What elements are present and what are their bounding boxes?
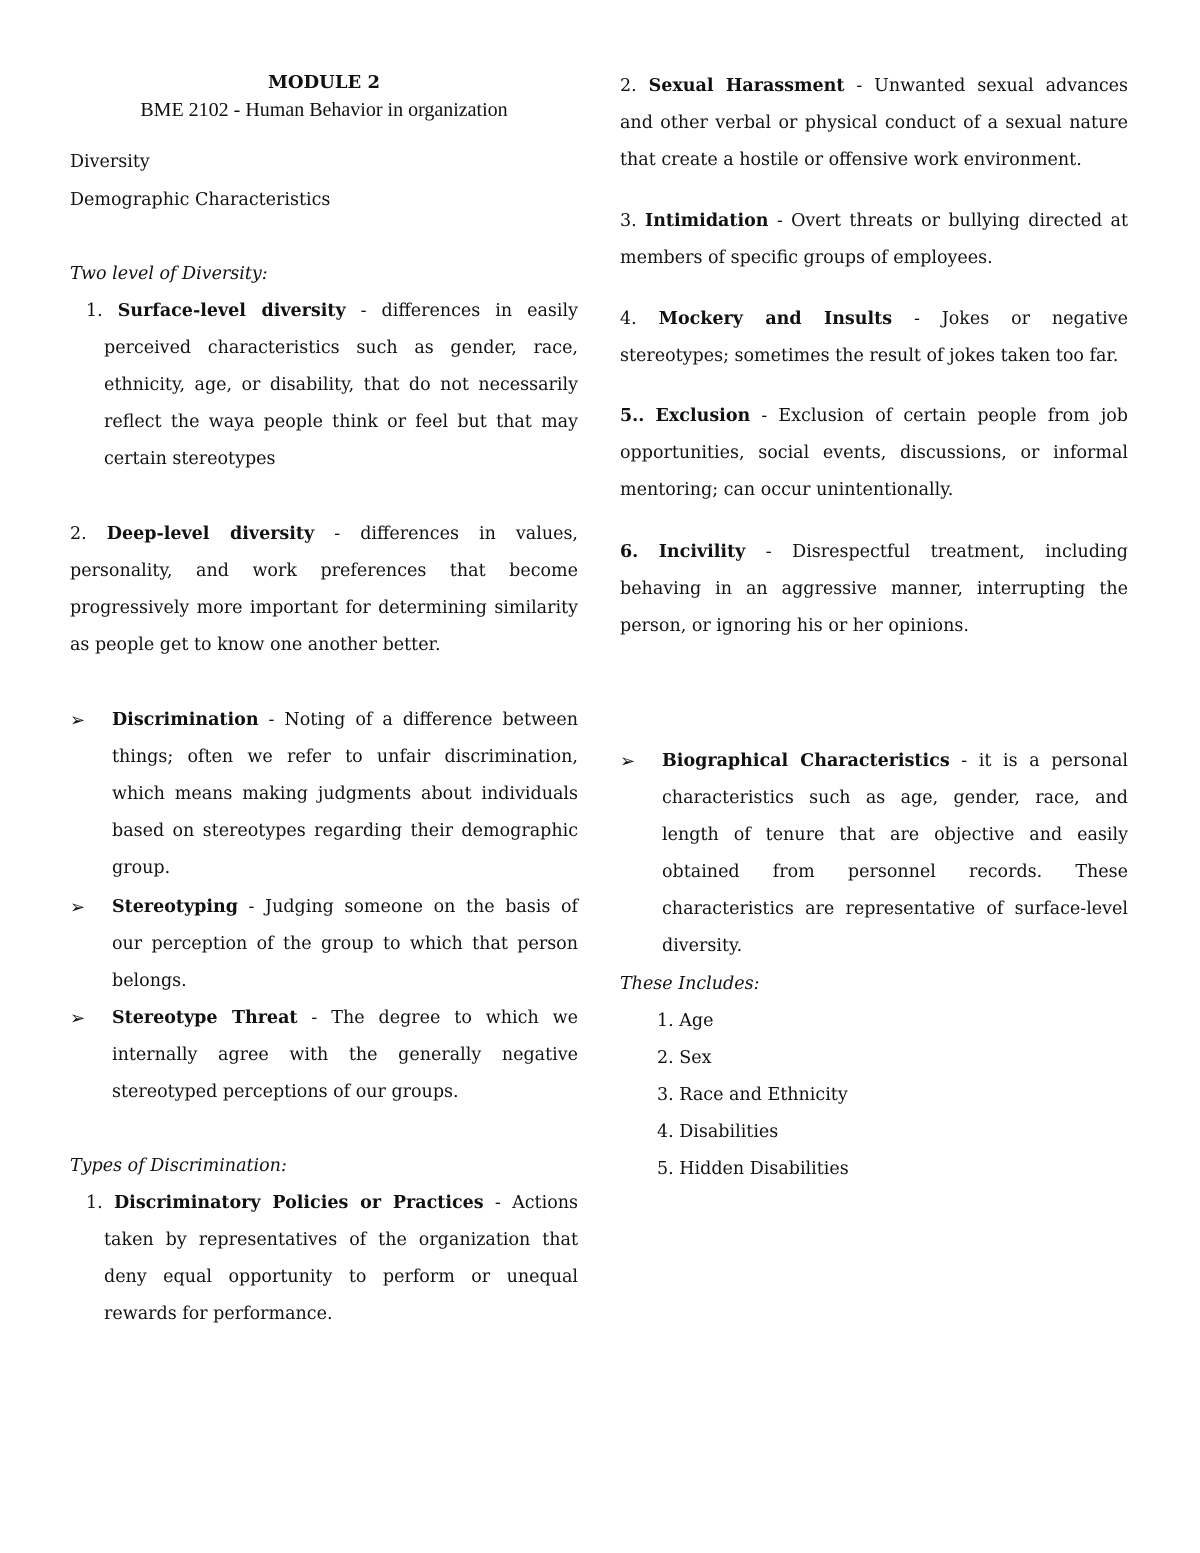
list-item: 2. Sex <box>657 1048 712 1068</box>
demographic-label: Demographic Characteristics <box>70 190 331 210</box>
stereotyping-term: Stereotyping <box>112 897 238 917</box>
module-title: MODULE 2 <box>267 72 381 93</box>
list-item: 5. Hidden Disabilities <box>657 1159 849 1179</box>
exclusion-def: - Exclusion of certain people from job opportunities, social events, discussions, or informal mentoring; can occur unintentionally. <box>620 406 1128 500</box>
policies-def: - Actions taken by representatives of the organization that deny equal opportunity to perform or unequal rewards for performance. <box>104 1193 578 1324</box>
policies-num: 1. <box>86 1193 103 1213</box>
harassment-term: Sexual Harassment <box>648 76 845 96</box>
surface-level-item <box>86 293 578 478</box>
includes-list <box>657 1003 849 1188</box>
deep-term: Deep-level diversity <box>106 524 315 544</box>
mockery-def: - Jokes or negative stereotypes; sometimes the result of jokes taken too far. <box>620 309 1128 366</box>
arrow-bullet-icon: ➢ <box>70 897 86 918</box>
stereotyping-def: - Judging someone on the basis of our perception of the group to which that person belongs. <box>112 897 578 991</box>
mockery-term: Mockery and Insults <box>658 309 893 329</box>
incivility-num: 6. <box>620 542 639 562</box>
list-item: 3. Race and Ethnicity <box>657 1085 848 1105</box>
stereotyping-item <box>70 889 578 1000</box>
mockery-num: 4. <box>620 309 637 329</box>
list-item: 4. Disabilities <box>657 1122 779 1142</box>
exclusion-num: 5.. <box>620 406 645 426</box>
two-level-heading: Two level of Diversity: <box>70 264 268 284</box>
stereotype-threat-term: Stereotype Threat <box>112 1008 298 1028</box>
exclusion-item <box>620 398 1128 509</box>
mockery-item <box>620 301 1128 375</box>
harassment-num: 2. <box>620 76 637 96</box>
stereotype-threat-item <box>70 1000 578 1111</box>
incivility-term: Incivility <box>658 542 746 562</box>
arrow-bullet-icon: ➢ <box>620 751 636 772</box>
incivility-def: - Disrespectful treatment, including behaving in an aggressive manner, interrupting the person, or ignoring his or her opinions. <box>620 542 1128 636</box>
intimidation-def: - Overt threats or bullying directed at members of specific groups of employees. <box>620 211 1128 268</box>
policies-term: Discriminatory Policies or Practices <box>114 1193 484 1213</box>
deep-def: - differences in values, personality, and work preferences that become progressively more important for determining similarity as people get to know one another better. <box>70 524 578 655</box>
discrimination-term: Discrimination <box>112 710 259 730</box>
exclusion-term: Exclusion <box>655 406 751 426</box>
harassment-item <box>620 68 1128 179</box>
arrow-bullet-icon: ➢ <box>70 1008 86 1029</box>
biographical-def: - it is a personal characteristics such as age, gender, race, and length of tenure that are objective and easily obtained from personnel records. These characteristics are representative of surface-level diversity. <box>662 751 1129 956</box>
arrow-bullet-icon: ➢ <box>70 710 86 731</box>
types-heading: Types of Discrimination: <box>70 1156 287 1176</box>
policies-item <box>86 1185 578 1333</box>
diversity-label: Diversity <box>70 152 150 172</box>
intimidation-item <box>620 203 1128 277</box>
biographical-term: Biographical Characteristics <box>662 751 950 771</box>
discrimination-def: - Noting of a difference between things; often we refer to unfair discrimination, which means making judgments about individuals based on stereotypes regarding their demographic group. <box>112 710 578 878</box>
course-title: BME 2102 - Human Behavior in organization <box>140 99 508 121</box>
stereotype-threat-def: - The degree to which we internally agree with the generally negative stereotyped perceptions of our groups. <box>112 1008 578 1102</box>
surface-term: Surface-level diversity <box>117 301 346 321</box>
deep-num: 2. <box>70 524 87 544</box>
surface-def: - differences in easily perceived characteristics such as gender, race, ethnicity, age, or disability, that do not necessarily reflect the waya people think or feel but that may certain stereotypes <box>104 301 578 469</box>
biographical-item <box>620 743 1128 965</box>
includes-heading: These Includes: <box>620 974 760 994</box>
list-item: 1. Age <box>657 1011 714 1031</box>
discrimination-item <box>70 702 578 887</box>
surface-num: 1. <box>86 301 103 321</box>
deep-level-item <box>70 516 578 664</box>
incivility-item <box>620 534 1128 645</box>
intimidation-num: 3. <box>620 211 637 231</box>
intimidation-term: Intimidation <box>645 211 769 231</box>
harassment-def: - Unwanted sexual advances and other verbal or physical conduct of a sexual nature that create a hostile or offensive work environment. <box>620 76 1128 170</box>
